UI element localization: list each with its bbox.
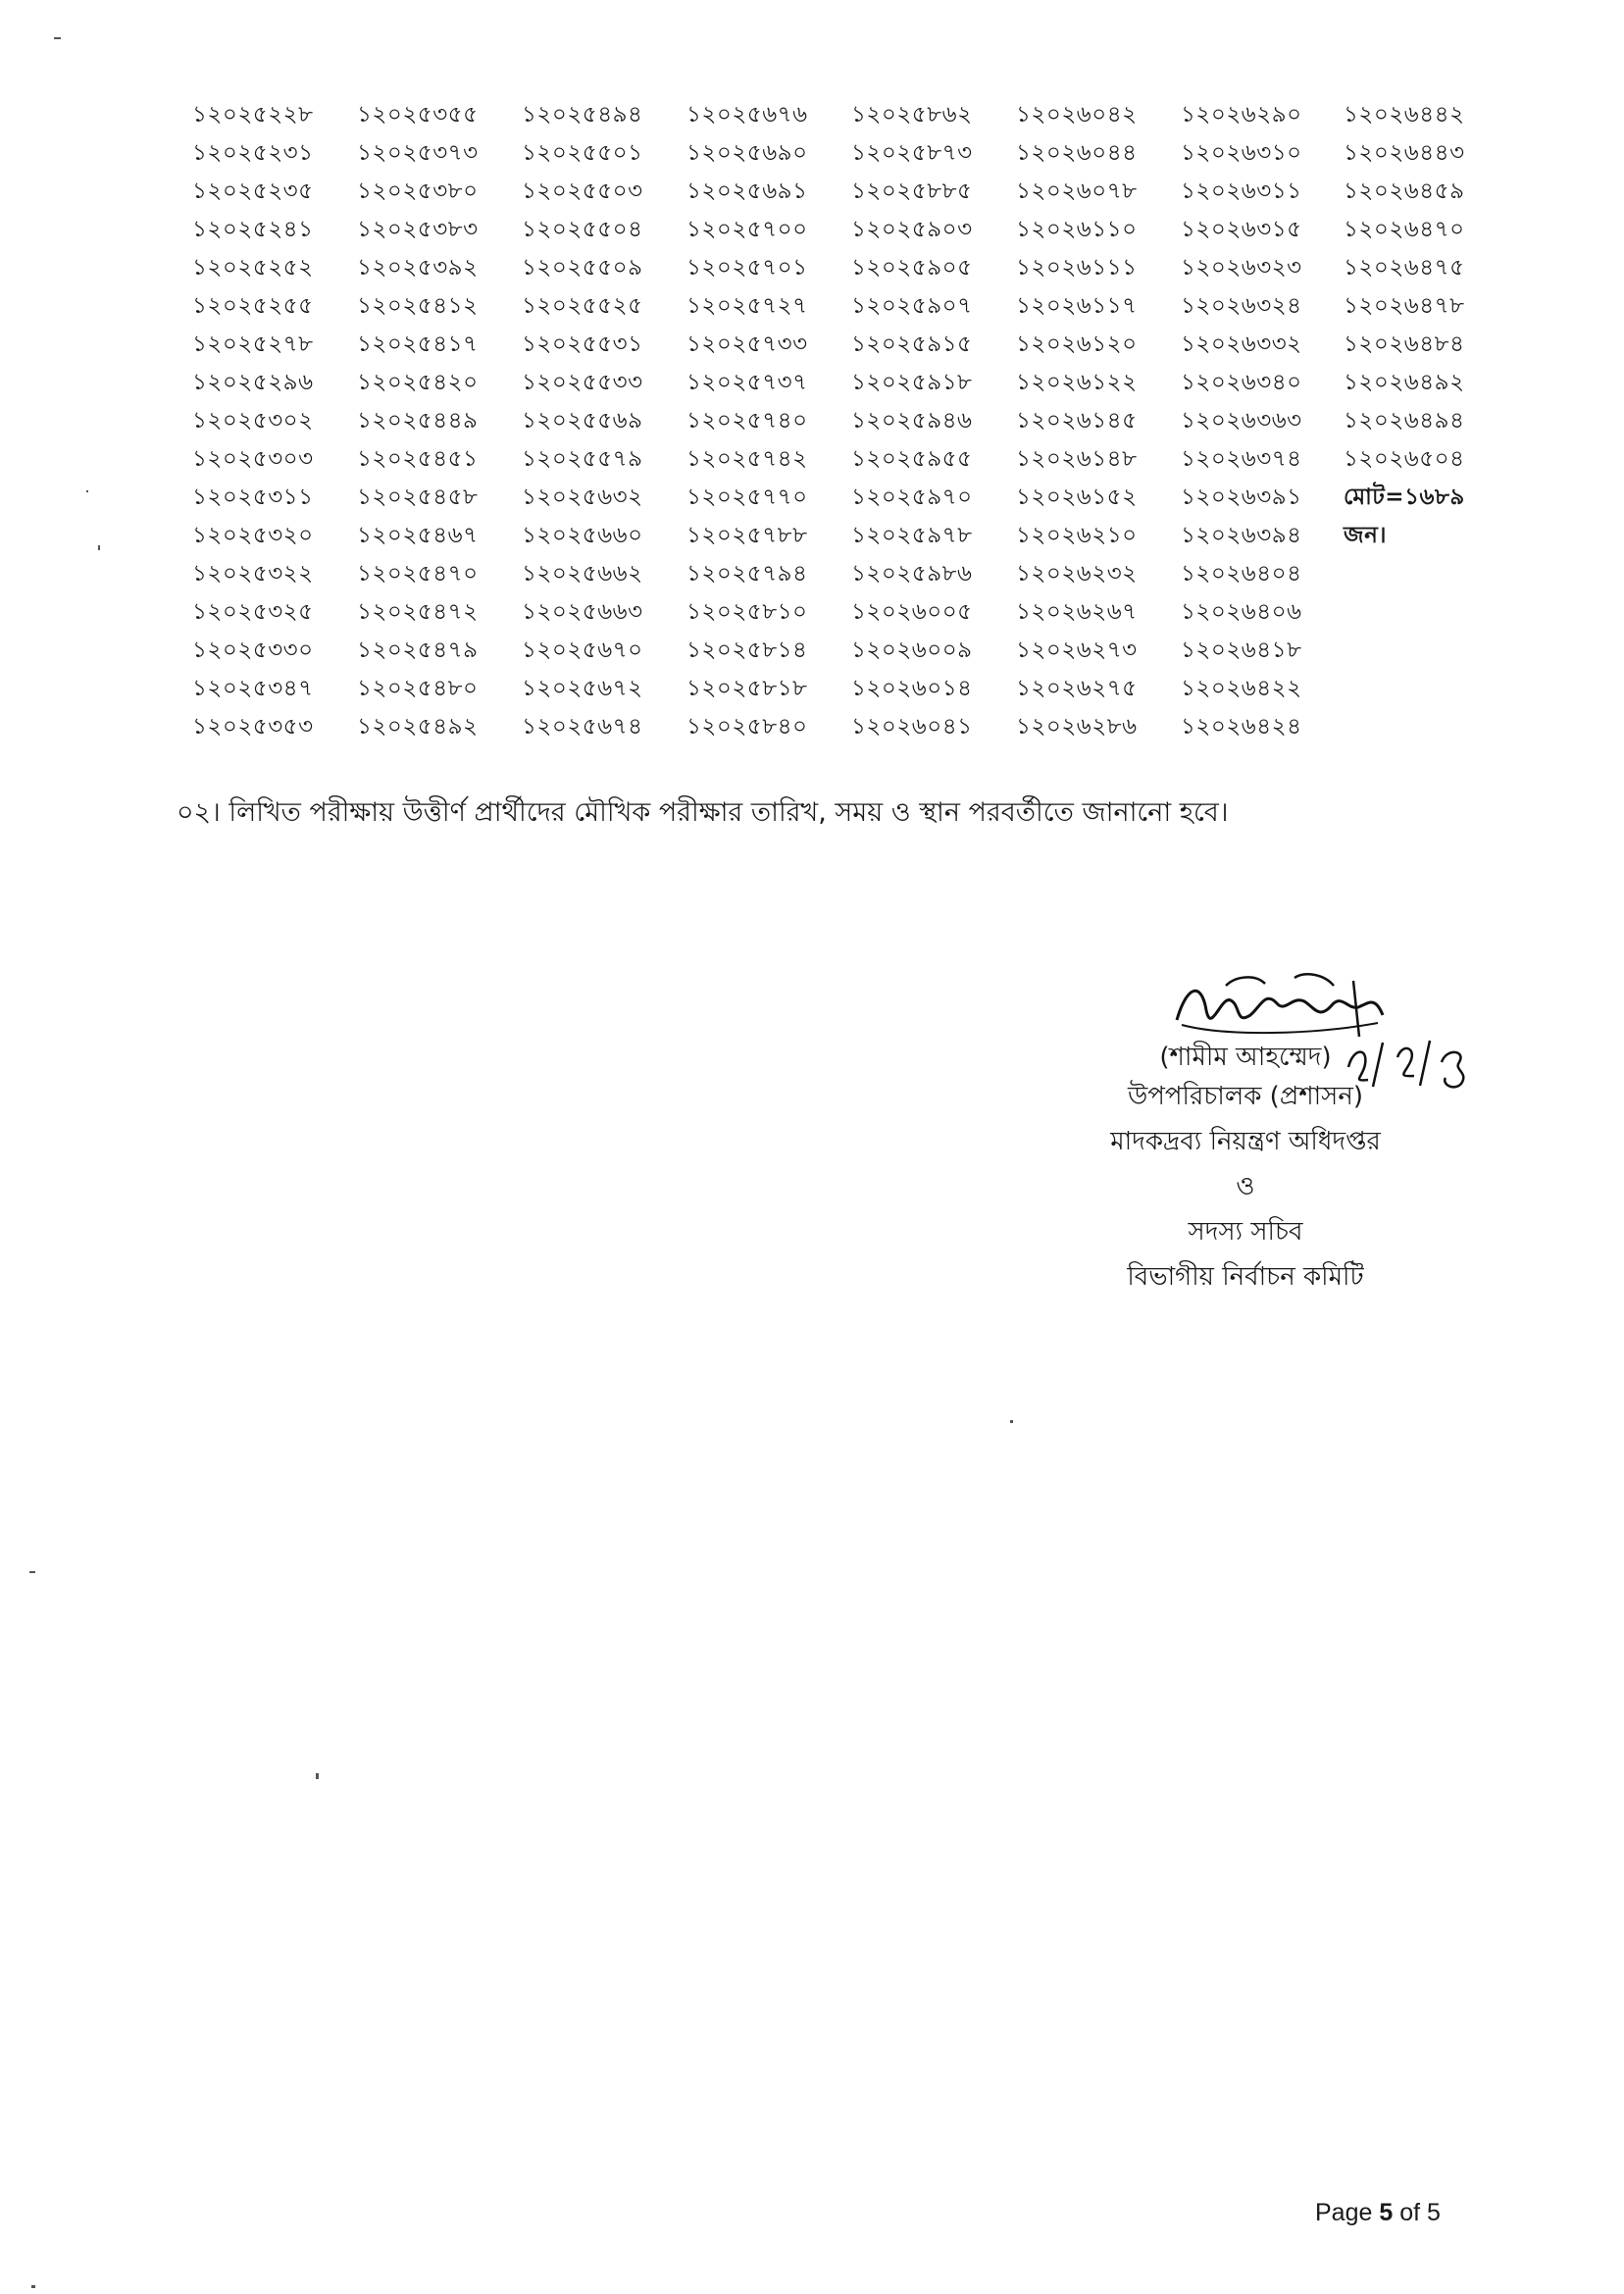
roll-number: ১২০২৬৪৮৪ — [1344, 331, 1465, 357]
roll-number: ১২০২৬৪০৬ — [1181, 599, 1302, 625]
signatory-role: সদস্য সচিব — [1188, 1217, 1303, 1247]
roll-number: ১২০২৬৩৯৪ — [1181, 523, 1302, 548]
roll-number: ১২০২৫৭৯৪ — [686, 561, 808, 586]
roll-number: ১২০২৬২৯০ — [1181, 102, 1302, 127]
roll-number: ১২০২৫৯৭০ — [851, 484, 973, 510]
roll-number: ১২০২৫৪৭২ — [357, 599, 479, 625]
roll-number: ১২০২৫৭০০ — [686, 217, 808, 242]
roll-number: ১২০২৫৮৪০ — [686, 714, 808, 739]
roll-number: ১২০২৫৩০৩ — [192, 446, 314, 472]
roll-number: ১২০২৫৭৪২ — [686, 446, 808, 472]
roll-number: ১২০২৫৮১৮ — [686, 676, 808, 701]
roll-number: ১২০২৬৪৭০ — [1344, 217, 1465, 242]
roll-number: ১২০২৬৩২৩ — [1181, 255, 1302, 280]
roll-number: ১২০২৬৪৪২ — [1344, 102, 1465, 127]
roll-number: ১২০২৫২২৮ — [192, 102, 314, 127]
roll-column-4 — [686, 96, 851, 746]
roll-number: ১২০২৫৪৯৪ — [522, 102, 643, 127]
roll-number: ১২০২৫৬৭২ — [522, 676, 643, 701]
roll-number: ১২০২৬৪১৮ — [1181, 637, 1302, 663]
roll-number: ১২০২৫৭৪০ — [686, 408, 808, 433]
roll-number: ১২০২৬৩২৪ — [1181, 293, 1302, 319]
roll-number: ১২০২৬১১১ — [1016, 255, 1138, 280]
roll-number: ১২০২৫৭২৭ — [686, 293, 808, 319]
roll-number: ১২০২৫৪৭০ — [357, 561, 479, 586]
roll-number: ১২০২৫৩০২ — [192, 408, 314, 433]
roll-number: ১২০২৫৬৬২ — [522, 561, 643, 586]
roll-number: ১২০২৫৫৭৯ — [522, 446, 643, 472]
signatory-name: (শামীম আহম্মেদ) — [1159, 1043, 1332, 1072]
roll-number: ১২০২৫৩১১ — [192, 484, 314, 510]
roll-number: ১২০২৫৩৪৭ — [192, 676, 314, 701]
roll-number: ১২০২৫৫০৯ — [522, 255, 643, 280]
roll-number: ১২০২৬৩৭৪ — [1181, 446, 1302, 472]
roll-number: ১২০২৫৩২২ — [192, 561, 314, 586]
roll-number: ১২০২৬৩৬৩ — [1181, 408, 1302, 433]
roll-number: ১২০২৬৪৯২ — [1344, 370, 1465, 395]
page-number — [1315, 2199, 1441, 2227]
roll-number: ১২০২৬৩১১ — [1181, 178, 1302, 204]
roll-number: ১২০২৬৪৭৮ — [1344, 293, 1465, 319]
roll-number: ১২০২৫৯১৫ — [851, 331, 973, 357]
roll-number: ১২০২৫৪৭৯ — [357, 637, 479, 663]
roll-number: ১২০২৫৫৩১ — [522, 331, 643, 357]
roll-number: ১২০২৬০৪২ — [1016, 102, 1138, 127]
roll-number: ১২০২৫৩৫৩ — [192, 714, 314, 739]
roll-number: ১২০২৫৯৭৮ — [851, 523, 973, 548]
roll-number: ১২০২৫৩৭৩ — [357, 140, 479, 166]
roll-number: ১২০২৫২৪১ — [192, 217, 314, 242]
roll-column-5 — [851, 96, 1016, 746]
roll-number: ১২০২৬১১০ — [1016, 217, 1138, 242]
roll-number: ১২০২৫৬৯০ — [686, 140, 808, 166]
roll-number: ১২০২৫৯১৮ — [851, 370, 973, 395]
roll-number: ১২০২৫৩৮০ — [357, 178, 479, 204]
roll-number: ১২০২৫৫০১ — [522, 140, 643, 166]
roll-number: ১২০২৫৭৮৮ — [686, 523, 808, 548]
roll-number: ১২০২৬২৭৩ — [1016, 637, 1138, 663]
roll-number: ১২০২৬২৩২ — [1016, 561, 1138, 586]
roll-number: ১২০২৫৩৮৩ — [357, 217, 479, 242]
roll-column-7 — [1181, 96, 1345, 746]
roll-number: ১২০২৫৮৭৩ — [851, 140, 973, 166]
roll-number: ১২০২৫৪১৭ — [357, 331, 479, 357]
roll-number: ১২০২৫৩৩০ — [192, 637, 314, 663]
roll-number: ১২০২৫৫২৫ — [522, 293, 643, 319]
roll-number: ১২০২৫৭০১ — [686, 255, 808, 280]
roll-number: ১২০২৬২৬৭ — [1016, 599, 1138, 625]
roll-number: ১২০২৫৩৯২ — [357, 255, 479, 280]
page-of: of — [1399, 2199, 1421, 2226]
roll-column-1 — [192, 96, 357, 746]
roll-number: ১২০২৬৩৯১ — [1181, 484, 1302, 510]
roll-number: ১২০২৫২৯৬ — [192, 370, 314, 395]
roll-column-6 — [1016, 96, 1181, 746]
roll-number: ১২০২৬৪২৪ — [1181, 714, 1302, 739]
roll-number: ১২০২৬৪৯৪ — [1344, 408, 1465, 433]
roll-number: ১২০২৫৮১৪ — [686, 637, 808, 663]
scan-speck — [29, 1571, 35, 1573]
roll-number: ১২০২৫৮৮৫ — [851, 178, 973, 204]
roll-number: ১২০২৫৪৫৮ — [357, 484, 479, 510]
roll-number: ১২০২৬৫০৪ — [1344, 446, 1465, 472]
roll-number: ১২০২৬০০৯ — [851, 637, 973, 663]
roll-number: ১২০২৫৭৩৭ — [686, 370, 808, 395]
roll-number: ১২০২৬১১৭ — [1016, 293, 1138, 319]
roll-number: ১২০২৫৪৪৯ — [357, 408, 479, 433]
roll-number: ১২০২৬৩৪০ — [1181, 370, 1302, 395]
roll-number: ১২০২৬০৪৪ — [1016, 140, 1138, 166]
roll-number: ১২০২৬৩৩২ — [1181, 331, 1302, 357]
roll-number: ১২০২৬২৭৫ — [1016, 676, 1138, 701]
signatory-designation: উপপরিচালক (প্রশাসন) — [1127, 1082, 1363, 1111]
roll-number: ১২০২৫২৭৮ — [192, 331, 314, 357]
roll-number: ১২০২৬১৫২ — [1016, 484, 1138, 510]
roll-column-2 — [357, 96, 522, 746]
exam-note: ০২। লিখিত পরীক্ষায় উত্তীর্ণ প্রার্থীদের মৌখিক পরীক্ষার তারিখ, সময় ও স্থান পরবর্তীতে জানানো হবে। — [177, 797, 1229, 828]
roll-number: ১২০২৫৪৮০ — [357, 676, 479, 701]
roll-number: ১২০২৫৭৭০ — [686, 484, 808, 510]
roll-number: ১২০২৬৪৪৩ — [1344, 140, 1465, 166]
signatory-committee: বিভাগীয় নির্বাচন কমিটি — [1127, 1262, 1364, 1292]
roll-number: ১২০২৫৮১০ — [686, 599, 808, 625]
roll-number: ১২০২৫৩২০ — [192, 523, 314, 548]
roll-number: ১২০২৫২৩৫ — [192, 178, 314, 204]
roll-number: ১২০২৬২৮৬ — [1016, 714, 1138, 739]
roll-number: ১২০২৫২৩১ — [192, 140, 314, 166]
roll-number: ১২০২৬০৪১ — [851, 714, 973, 739]
scan-speck — [31, 2285, 35, 2288]
roll-number: ১২০২৫৬৭৪ — [522, 714, 643, 739]
roll-number: ১২০২৬৪০৪ — [1181, 561, 1302, 586]
roll-number: ১২০২৫৬৩২ — [522, 484, 643, 510]
roll-number: ১২০২৬৩১৫ — [1181, 217, 1302, 242]
scan-speck — [316, 1773, 319, 1779]
roll-number: ১২০২৬০০৫ — [851, 599, 973, 625]
roll-number: ১২০২৫৩৫৫ — [357, 102, 479, 127]
total-unit: জন। — [1344, 523, 1388, 548]
roll-number: ১২০২৫৭৩৩ — [686, 331, 808, 357]
roll-number: ১২০২৫৬৯১ — [686, 178, 808, 204]
roll-number: ১২০২৫৫০৩ — [522, 178, 643, 204]
roll-number: ১২০২৫৩২৫ — [192, 599, 314, 625]
roll-number: ১২০২৬৪৭৫ — [1344, 255, 1465, 280]
roll-number: ১২০২৫৯৮৬ — [851, 561, 973, 586]
roll-number: ১২০২৫৬৭৬ — [686, 102, 808, 127]
total-count: মোট=১৬৮৯ — [1344, 484, 1465, 510]
roll-number: ১২০২৫৪৫১ — [357, 446, 479, 472]
roll-number: ১২০২৬৪৫৯ — [1344, 178, 1465, 204]
page-total: 5 — [1427, 2199, 1441, 2226]
roll-number: ১২০২৬৩১০ — [1181, 140, 1302, 166]
roll-number: ১২০২৬১২০ — [1016, 331, 1138, 357]
roll-column-3 — [522, 96, 686, 746]
roll-number: ১২০২৫৫৩৩ — [522, 370, 643, 395]
roll-number: ১২০২৫২৫৫ — [192, 293, 314, 319]
roll-number: ১২০২৫৬৬০ — [522, 523, 643, 548]
signatory-conjunction: ও — [1236, 1172, 1255, 1201]
page-current: 5 — [1379, 2199, 1394, 2226]
roll-number: ১২০২৬২১০ — [1016, 523, 1138, 548]
roll-number: ১২০২৫২৫২ — [192, 255, 314, 280]
roll-number: ১২০২৫৪৯২ — [357, 714, 479, 739]
roll-number: ১২০২৫৯০৫ — [851, 255, 973, 280]
roll-number: ১২০২৬০১৪ — [851, 676, 973, 701]
roll-number: ১২০২৫৬৭০ — [522, 637, 643, 663]
roll-number: ১২০২৬১৪৫ — [1016, 408, 1138, 433]
roll-number: ১২০২৬০৭৮ — [1016, 178, 1138, 204]
scan-speck — [54, 37, 61, 39]
roll-column-8 — [1344, 96, 1508, 555]
roll-number: ১২০২৫৬৬৩ — [522, 599, 643, 625]
scan-speck — [86, 490, 88, 492]
roll-number: ১২০২৫৯০৩ — [851, 217, 973, 242]
roll-number: ১২০২৫৮৬২ — [851, 102, 973, 127]
roll-number: ১২০২৬১২২ — [1016, 370, 1138, 395]
roll-number: ১২০২৫৯০৭ — [851, 293, 973, 319]
roll-number: ১২০২৫৯৫৫ — [851, 446, 973, 472]
roll-number: ১২০২৫৫৬৯ — [522, 408, 643, 433]
roll-number: ১২০২৫৪২০ — [357, 370, 479, 395]
roll-number: ১২০২৬৪২২ — [1181, 676, 1302, 701]
signatory-office: মাদকদ্রব্য নিয়ন্ত্রণ অধিদপ্তর — [1110, 1127, 1381, 1156]
roll-number: ১২০২৫৫০৪ — [522, 217, 643, 242]
page-prefix: Page — [1315, 2199, 1373, 2226]
roll-number: ১২০২৫৪৬৭ — [357, 523, 479, 548]
roll-number: ১২০২৬১৪৮ — [1016, 446, 1138, 472]
roll-number: ১২০২৫৪১২ — [357, 293, 479, 319]
scan-speck — [98, 545, 100, 550]
roll-number: ১২০২৫৯৪৬ — [851, 408, 973, 433]
scan-speck — [1010, 1420, 1013, 1423]
